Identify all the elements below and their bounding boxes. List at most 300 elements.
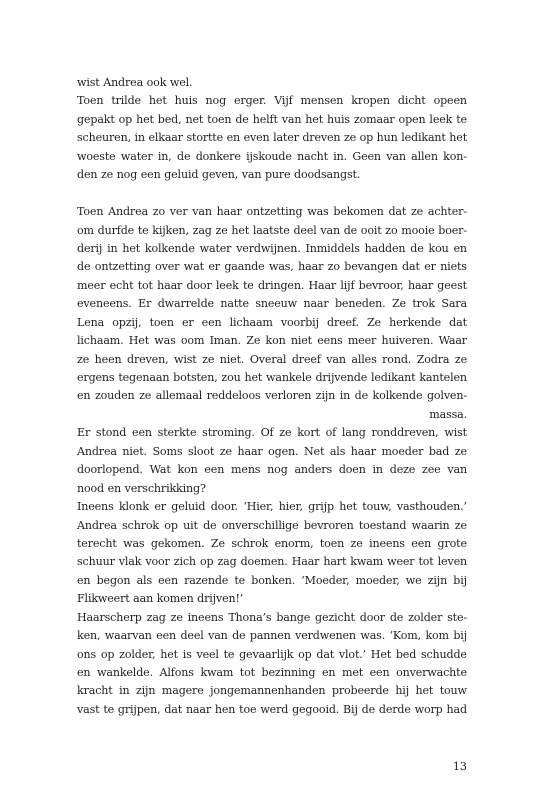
word: gekomen. [150,536,205,550]
word: touw [439,684,467,698]
word: boer- [438,223,467,237]
word: in [339,389,351,403]
word: dat [388,205,407,219]
word: door [186,278,212,292]
word: hen [214,702,236,716]
word: scheuren, [77,131,131,145]
text-line [77,240,467,258]
word: zijn [315,389,336,403]
word: bezinning [261,666,316,679]
word: probeerde [331,684,389,698]
word: verschrikking? [124,481,206,495]
word: klonk [118,500,150,514]
word: gepakt [77,112,115,126]
word: drijven!’ [197,592,244,606]
word: open [398,112,426,126]
word: ver [169,205,188,219]
word: water [199,241,232,255]
word: de [361,702,375,716]
word: ze [279,426,292,440]
word: oom [180,334,205,348]
word: natte [220,297,249,311]
word: zich [173,555,196,569]
word: donkere [195,149,241,163]
word: te [234,573,246,587]
text-line [77,258,467,276]
word: kou [428,241,449,255]
word: in [119,684,130,698]
word: zee [422,463,441,477]
word: ze [100,168,114,182]
word: ze [139,389,152,403]
word: ze [219,444,232,458]
word: ken, [77,629,101,643]
word: derij [77,241,103,255]
word: aan [133,592,154,606]
body-text [77,74,467,719]
word: komen [156,592,194,606]
word: zijn [135,684,156,698]
word: Sara [441,297,467,311]
word: net [185,112,204,126]
word: enorm, [274,536,314,550]
word: van [447,463,467,477]
word: dicht [397,94,426,108]
word: Het [370,647,392,661]
text-line [77,664,467,682]
word: kracht [77,684,113,698]
word: moeder [381,444,424,458]
word: Alfons [159,666,194,679]
word: ontzetting [94,260,151,274]
word: nacht [297,149,328,163]
word: bevangen [344,260,398,274]
word: verdwijnen. [236,241,301,255]
word: wel. [169,76,193,89]
word: hij [395,684,409,698]
word: Waar [438,334,467,348]
word: Bij [343,702,358,716]
word: nog [267,463,288,477]
word: botsten, [173,371,218,384]
word: van [386,149,406,163]
word: stortte [186,131,224,145]
word: leek [429,112,453,126]
word: pure [264,168,291,182]
word: opeen [433,94,467,108]
word: kwam [350,555,384,569]
word: in [107,241,118,255]
word: bij [453,629,467,643]
word: Er [77,426,91,440]
word: opzij, [112,315,142,329]
word: toen [149,315,174,329]
word: Thona’s [228,610,272,624]
word: tegenaan [118,371,170,384]
word: moeder, [355,573,400,587]
word: even [243,131,270,145]
word: we [405,573,422,587]
word: Ineens [77,500,114,514]
word: zo [385,223,398,237]
word: kom [425,629,449,643]
word: trilde [111,94,141,108]
word: kort [297,426,320,440]
word: de [354,389,369,403]
word: later [273,131,299,145]
word: van [192,205,212,219]
word: met [341,666,364,679]
word: eens [317,334,343,348]
word: de [177,149,191,163]
word: het [449,131,467,145]
word: en [453,241,467,255]
word: en [77,573,91,587]
word: en [77,666,91,679]
word: over [155,260,180,274]
word: dwarrelde [157,297,214,311]
word: magere [161,684,204,698]
word: doodsangst. [294,168,361,182]
word: in [372,463,383,477]
word: razende [184,573,229,587]
word: dreef [291,352,321,366]
word: ergens [77,371,115,384]
word: meer [77,278,106,292]
word: niet [290,334,312,348]
word: ‘Moeder, [301,573,350,587]
word: op [164,518,178,532]
word: het [148,94,167,108]
word: reddeloos [206,389,261,403]
word: schrok [122,518,159,532]
word: was [123,536,145,550]
word: ineens [187,610,224,624]
word: Lena [77,315,105,329]
word: gevaarlijk [239,647,294,661]
word: beneden. [334,297,386,311]
word: dreef. [327,315,359,329]
word: nog [205,94,227,108]
word: ze [410,205,424,219]
word: dreven, [127,352,169,366]
word: echt [109,278,134,292]
word: dreven [302,131,341,145]
word: van [326,352,346,366]
word: Toen [77,94,104,108]
word: te [103,702,115,716]
word: waarvan [104,629,152,643]
word: kolkende [144,241,195,255]
word: begon [96,573,131,587]
word: onverschillige [221,518,299,532]
text-line [77,387,467,405]
word: elkaar [148,131,183,145]
word: vlak [118,555,142,569]
word: lijf [340,278,355,292]
word: wist [77,76,100,89]
word: kropen [351,94,390,108]
word: huis [174,94,198,108]
word: het [305,112,324,126]
text-line [77,148,467,166]
word: gegooid. [292,702,340,716]
word: erger. [234,94,267,108]
word: sneeuw [255,297,298,311]
word: niet. [219,352,245,366]
word: geluid [164,168,199,182]
word: te [456,112,467,126]
word: haar [298,260,324,274]
word: lichaam [229,315,273,329]
word: het [244,371,263,384]
word: alles [351,352,377,366]
word: helft [252,112,278,126]
word: zo [327,260,340,274]
text-line [77,277,467,295]
word: ze [77,352,90,366]
word: zou [221,371,241,384]
word: te [137,223,149,237]
word: een [158,573,178,587]
word: er [424,260,436,274]
word: zomaar [353,112,395,126]
word: geven, [201,168,239,182]
word: mens [231,463,261,477]
word: Flikweert [77,592,130,606]
word: golven- [426,389,467,403]
word: herkende [389,315,442,329]
word: ons [77,647,97,661]
word: te [223,647,235,661]
text-line [77,406,467,424]
word: huis [326,112,350,126]
word: had [446,702,467,716]
word: Wat [149,463,171,477]
word: bevroor, [358,278,404,292]
word: het [136,112,154,126]
word: Haar [308,278,337,292]
word: van [241,168,262,182]
word: tot [418,555,434,569]
word: en [107,481,122,495]
word: jongemannenhanden [210,684,326,698]
word: een [132,426,152,440]
word: bange [276,610,311,624]
word: van [320,223,340,237]
word: nog [116,168,138,182]
word: toen [207,112,232,126]
word: geest [437,278,467,292]
word: werd [260,702,289,716]
word: ‘Kom, [389,629,422,643]
word: ineens [369,536,405,550]
word: wist [173,352,197,366]
text-line [77,74,467,92]
page-number: 13 [452,760,467,773]
word: deel [180,629,204,643]
word: een [201,315,222,329]
word: schudde [420,647,467,661]
word: het [160,647,178,661]
word: en [77,389,91,403]
word: massa. [429,407,467,421]
word: is [182,647,192,661]
word: geluid [171,500,206,514]
word: touw, [362,500,392,514]
word: den [77,168,98,182]
word: ronddreven, [371,426,439,440]
word: stond [95,426,127,440]
word: allen [411,149,438,163]
word: stroming. [202,426,255,440]
word: het [231,223,250,237]
word: haar [407,278,434,292]
word: Ze [246,334,261,348]
word: ooit [360,223,382,237]
text-line [77,480,467,498]
word: grijp [308,500,334,514]
word: drijvende [315,371,368,384]
word: op [359,131,374,145]
word: hart [323,555,347,569]
word: Toen [77,205,104,219]
word: tot [239,666,255,679]
word: Zodra [416,352,450,366]
word: nood [77,481,105,495]
word: bij [453,573,467,587]
word: wankelde. [97,666,153,679]
word: dat [164,702,183,716]
word: op [100,647,115,661]
word: zolder [408,610,443,624]
word: dringen. [257,278,305,292]
word: Of [260,426,274,440]
word: vast [77,702,100,716]
word: Het [128,334,150,348]
text-line [77,129,467,147]
word: was [154,334,176,348]
word: sloot [187,444,215,458]
word: zag [217,555,237,569]
word: op [298,647,312,661]
word: bad [428,444,450,458]
word: Inmiddels [305,241,360,255]
word: Andrea [108,205,148,219]
text-line [77,609,467,627]
word: door. [210,500,239,514]
word: als [329,444,346,458]
word: durfde [97,223,135,237]
word: een [140,168,161,182]
word: bonken. [251,573,296,587]
word: huiveren. [381,334,434,348]
word: dat [402,260,420,274]
word: om [77,223,94,237]
word: Overal [249,352,287,366]
word: op [199,555,214,569]
word: een [204,463,225,477]
word: de [77,260,91,274]
word: Andrea [103,76,144,89]
word: gaande [224,260,265,274]
word: ogen. [268,444,299,458]
text-line [77,424,467,442]
word: ze [202,352,215,366]
text-line [77,203,467,221]
word: en [321,666,336,679]
text-line [77,351,467,369]
word: mooie [401,223,435,237]
word: door [359,610,385,624]
word: van [208,629,228,643]
word: ijskoude [246,149,292,163]
word: schrok [231,536,269,550]
word: ste- [447,610,467,624]
word: Ze [210,536,225,550]
word: kijken, [152,223,189,237]
text-line [77,443,467,461]
word: terecht [77,536,117,550]
word: onverwachte [396,666,467,679]
word: wankele [266,371,312,384]
word: Haarscherp [77,610,142,624]
word: het [339,500,357,514]
word: anders [294,463,332,477]
word: trok [412,297,435,311]
word: Haar [291,555,320,569]
word: in [134,131,145,145]
word: ze [170,610,183,624]
word: hadden [364,241,406,255]
word: ook [146,76,167,89]
word: zijn [427,573,448,587]
word: de [203,518,217,532]
text-line [77,498,467,516]
word: een [369,666,390,679]
word: schuur [77,555,115,569]
word: bed, [157,112,182,126]
word: in, [157,149,172,163]
word: wist [444,426,467,440]
word: was. [360,629,386,643]
word: voorbij [280,315,319,329]
word: zo [152,205,165,219]
word: was, [268,260,294,274]
word: bekomen [333,205,384,219]
text-line [77,222,467,240]
word: Vijf [274,94,293,108]
text-line [77,295,467,313]
word: doorlopend. [77,463,143,477]
word: kon- [443,149,467,163]
word: of [325,426,337,440]
word: haar [216,205,242,219]
word: in. [333,149,348,163]
word: water [120,149,153,163]
word: was [307,205,329,219]
word: ontzetting [246,205,303,219]
word: en [226,131,241,145]
word: dat [316,647,335,661]
text-line [77,646,467,664]
word: het [415,684,434,698]
word: ze [215,223,228,237]
word: zolder, [119,647,156,661]
text-line [77,111,467,129]
text-line [77,314,467,332]
text-line [77,627,467,645]
